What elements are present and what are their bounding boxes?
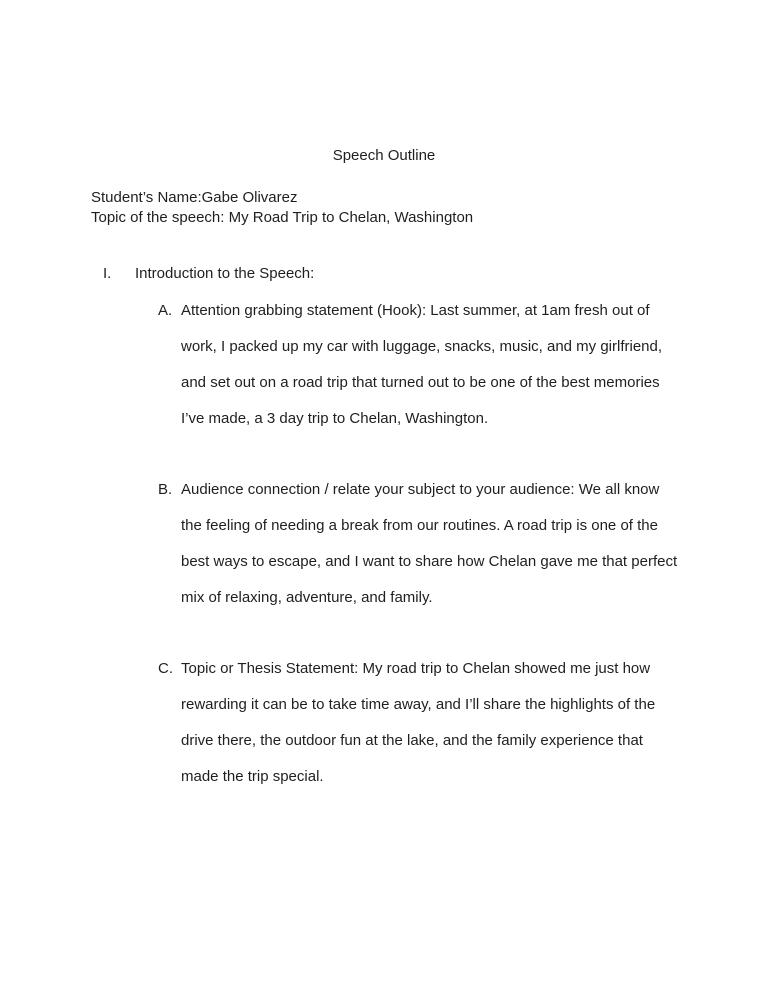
section-heading: Introduction to the Speech: bbox=[135, 265, 315, 282]
item-text: Audience connection / relate your subject to your audience: We all know the feeling of needing a break from our routines. A road trip is one of the best ways to escape, and I want to share how Chelan gave me that perfect mix of relaxing, adventure, and family. bbox=[181, 481, 678, 606]
section-numeral: I. bbox=[103, 265, 112, 282]
item-letter: A. bbox=[158, 302, 173, 319]
page-title: Speech Outline bbox=[332, 147, 436, 164]
item-text: Attention grabbing statement (Hook): Last summer, at 1am fresh out of work, I packed up my car with luggage, snacks, music, and my girlfriend, and set out on a road trip that turned out to be one of the best memories I’ve made, a 3 day trip to Chelan, Washington. bbox=[181, 302, 663, 427]
item-text: Topic or Thesis Statement: My road trip to Chelan showed me just how rewarding it can be to take time away, and I’ll share the highlights of the drive there, the outdoor fun at the lake, and the family experience that made the trip special. bbox=[181, 660, 656, 785]
topic-line: Topic of the speech: My Road Trip to Chelan, Washington bbox=[91, 209, 474, 226]
item-letter: C. bbox=[158, 660, 173, 677]
item-letter: B. bbox=[158, 481, 173, 498]
student-name-line: Student’s Name:Gabe Olivarez bbox=[91, 189, 298, 206]
